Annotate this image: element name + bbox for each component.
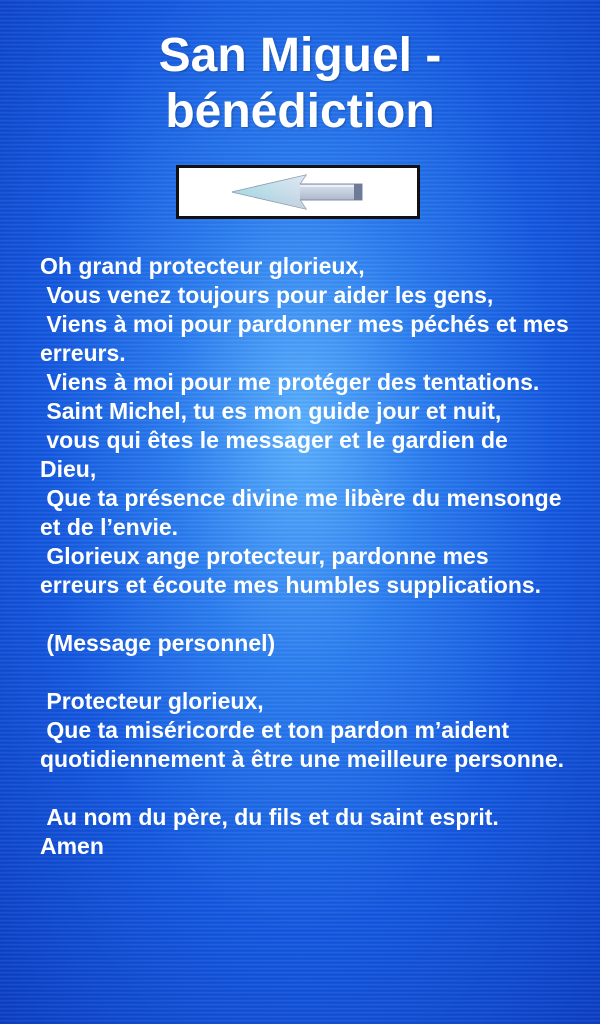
- prayer-line: Oh grand protecteur glorieux,: [40, 253, 365, 279]
- left-arrow-icon: [228, 169, 368, 215]
- prayer-line: Viens à moi pour me protéger des tentations.: [40, 369, 540, 395]
- prayer-line: Au nom du père, du fils et du saint esprit.: [40, 804, 499, 830]
- prayer-line: (Message personnel): [40, 630, 276, 656]
- title-line-2: bénédiction: [165, 85, 435, 138]
- prayer-line: Protecteur glorieux,: [40, 688, 264, 714]
- prayer-line: [40, 774, 570, 803]
- prayer-line: Glorieux ange protecteur, pardonne mes erreurs et écoute mes humbles supplications.: [40, 543, 542, 598]
- prayer-line: Que ta présence divine me libère du mensonge et de l’envie.: [40, 485, 568, 540]
- prayer-line: vous qui êtes le messager et le gardien de Dieu,: [40, 427, 515, 482]
- page-title: [0, 28, 600, 140]
- prayer-line: Viens à moi pour pardonner mes péchés et mes erreurs.: [40, 311, 576, 366]
- prayer-line: Amen: [40, 833, 104, 859]
- prayer-line: Vous venez toujours pour aider les gens,: [40, 282, 494, 308]
- prayer-text: [40, 252, 576, 861]
- prayer-line: [40, 658, 570, 687]
- title-line-1: San Miguel -: [158, 29, 442, 82]
- prayer-line: Que ta miséricorde et ton pardon m’aident quotidiennement à être une meilleure personne.: [40, 717, 565, 772]
- back-button[interactable]: [176, 165, 420, 219]
- prayer-line: Saint Michel, tu es mon guide jour et nuit,: [40, 398, 502, 424]
- prayer-line: [40, 600, 570, 629]
